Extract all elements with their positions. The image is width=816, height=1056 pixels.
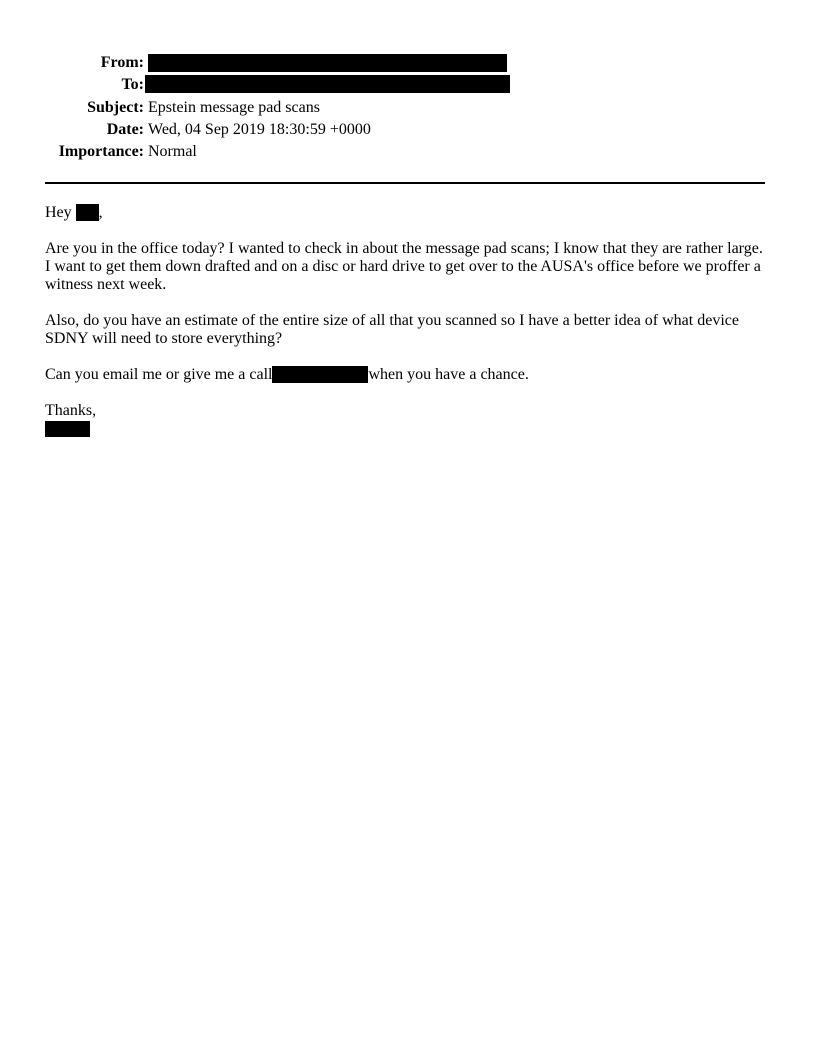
greeting-line <box>45 204 770 222</box>
greeting-text: Hey <box>45 204 72 221</box>
importance-label: Importance: <box>58 143 144 161</box>
paragraph-3-before: Can you email me or give me a call <box>45 366 273 383</box>
email-header <box>0 52 816 163</box>
greeting-comma: , <box>98 204 103 221</box>
signature-block <box>45 402 770 437</box>
paragraph-1: Are you in the office today? I wanted to check in about the message pad scans; I know that they are rather large. I want to get them down drafted and on a disc or hard drive to get over to the AUSA's office before we proffer a witness next week. <box>45 240 763 293</box>
date-value: Wed, 04 Sep 2019 18:30:59 +0000 <box>148 120 371 138</box>
paragraph-2: Also, do you have an estimate of the entire size of all that you scanned so I have a better idea of what device SDNY will need to store everything? <box>45 312 739 347</box>
redacted-sender-name <box>45 421 90 437</box>
redacted-phone-number <box>272 366 368 383</box>
date-row <box>0 119 816 141</box>
subject-value: Epstein message pad scans <box>148 98 320 116</box>
from-label: From: <box>100 54 144 71</box>
date-label: Date: <box>106 120 144 138</box>
paragraph-3 <box>45 366 770 384</box>
redacted-from-address <box>148 54 507 72</box>
importance-row <box>0 141 816 163</box>
redacted-to-address <box>145 75 510 93</box>
subject-label: Subject: <box>87 98 144 116</box>
redacted-recipient-name <box>76 204 99 221</box>
closing-text: Thanks, <box>45 402 97 419</box>
email-body <box>45 204 770 455</box>
subject-row <box>0 97 816 119</box>
importance-value: Normal <box>148 143 197 161</box>
to-row <box>0 74 816 96</box>
from-row <box>0 52 816 74</box>
to-label: To: <box>121 76 144 94</box>
header-divider <box>45 182 765 184</box>
paragraph-3-after: when you have a chance. <box>368 366 529 383</box>
